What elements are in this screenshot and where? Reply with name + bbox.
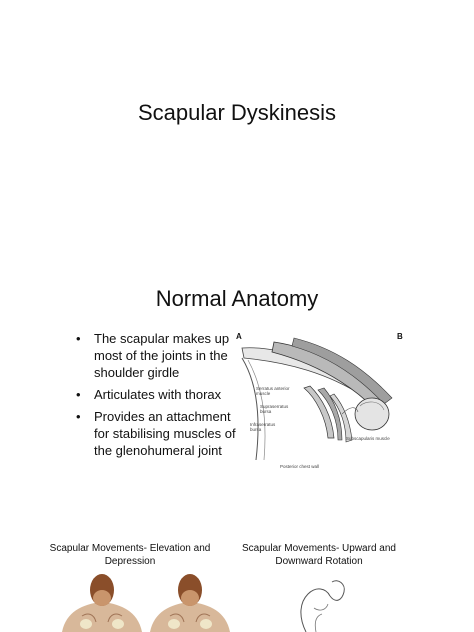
scapula-cross-section-illustration [234,328,414,478]
slide-title: Normal Anatomy [155,286,319,311]
bullet-item: • Articulates with thorax [72,386,242,403]
caption-upward-downward-rotation: Scapular Movements- Upward and Downward Rotation [242,543,396,567]
bullet-item: • Provides an attachment for stabilising muscles of the glenohumeral joint [72,408,242,459]
label-serratus: Serratus anterior muscle [256,386,290,396]
elevation-illustration-right [150,572,230,632]
caption-elevation-depression: Scapular Movements- Elevation and Depression [49,543,211,567]
label-subscapularis: Subscapularis muscle [346,436,390,441]
label-infraserratus: Infraserratus bursa [250,422,276,432]
panel-label-a: A [236,332,242,341]
elevation-illustration-left [62,572,142,632]
slide-title: Scapular Dyskinesis [137,100,337,125]
scapula-anatomy-figure [234,328,414,478]
label-chest-wall: Posterior chest wall [280,464,320,469]
panel-label-b: B [397,332,403,341]
label-supraserratus: Supraserratus bursa [260,404,289,414]
bullet-item: • The scapular makes up most of the joints in the shoulder girdle [72,330,242,381]
title-slide [0,0,474,260]
anatomy-slide [0,262,474,520]
rotation-illustration [286,572,356,632]
movements-slide [0,522,474,632]
bullet-list [72,330,242,464]
